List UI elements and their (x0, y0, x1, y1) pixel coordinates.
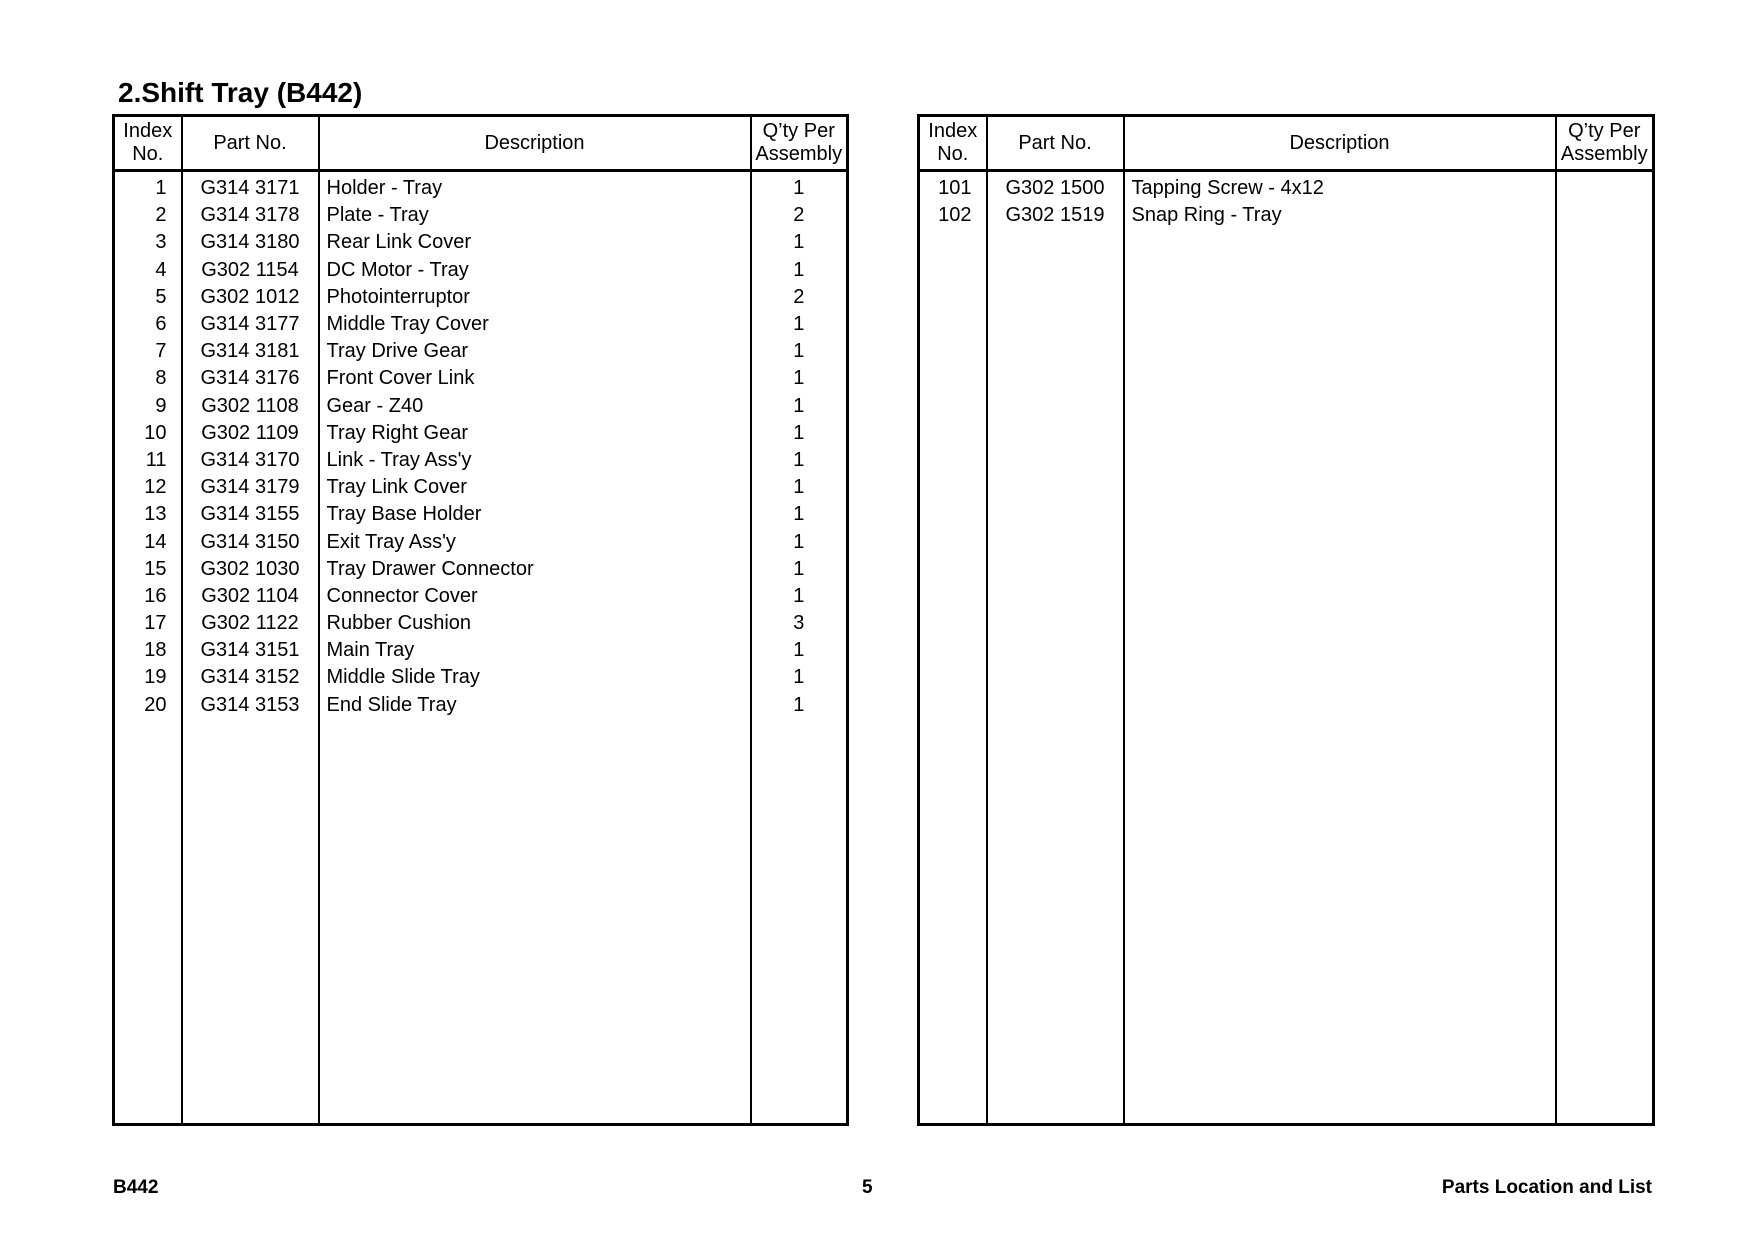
qty-header-line2: Assembly (1560, 143, 1648, 165)
cell-index: 102 (919, 202, 987, 229)
table-row (114, 556, 848, 583)
cell-index: 9 (114, 393, 182, 420)
index-header-line1: Index (928, 120, 978, 142)
empty-cell (1556, 229, 1654, 1124)
cell-index: 20 (114, 692, 182, 719)
table-row (114, 257, 848, 284)
table-row (114, 311, 848, 338)
cell-description: DC Motor - Tray (319, 257, 751, 284)
table-row (114, 610, 848, 637)
cell-part-no: G314 3180 (182, 229, 319, 256)
cell-description: Front Cover Link (319, 365, 751, 392)
cell-qty: 1 (793, 340, 805, 363)
cell-qty: 1 (793, 693, 805, 716)
cell-description: Tray Drawer Connector (319, 556, 751, 583)
empty-cell (182, 719, 319, 1125)
table-row (114, 420, 848, 447)
cell-qty: 1 (793, 666, 805, 689)
cell-index: 101 (919, 171, 987, 203)
cell-qty: 3 (793, 612, 805, 635)
cell-part-no: G314 3181 (182, 338, 319, 365)
cell-description: Plate - Tray (319, 202, 751, 229)
cell-index: 1 (114, 171, 182, 203)
parts-table-right-body (919, 171, 1654, 1125)
qty-header-line1: Q’ty Per (1568, 120, 1641, 142)
cell-description: Main Tray (319, 637, 751, 664)
cell-index: 16 (114, 583, 182, 610)
cell-index: 7 (114, 338, 182, 365)
cell-part-no: G314 3179 (182, 474, 319, 501)
cell-qty: 1 (793, 394, 805, 417)
qty-header-line2: Assembly (755, 143, 843, 165)
index-header-line2: No. (132, 143, 164, 165)
table-row (114, 447, 848, 474)
cell-index: 5 (114, 284, 182, 311)
table-row (114, 284, 848, 311)
table-row (114, 202, 848, 229)
cell-part-no: G314 3177 (182, 311, 319, 338)
footer-model: B442 (113, 1177, 159, 1198)
page-number: 5 (862, 1177, 873, 1198)
cell-qty: 1 (793, 231, 805, 254)
cell-qty: 1 (793, 421, 805, 444)
cell-index: 10 (114, 420, 182, 447)
cell-description: Tapping Screw - 4x12 (1124, 171, 1556, 203)
cell-part-no: G314 3155 (182, 501, 319, 528)
cell-qty: 1 (793, 530, 805, 553)
cell-index: 4 (114, 257, 182, 284)
table-row (114, 528, 848, 555)
table-row (114, 637, 848, 664)
cell-description: Connector Cover (319, 583, 751, 610)
cell-description: Tray Base Holder (319, 501, 751, 528)
table-row (114, 365, 848, 392)
cell-description: Holder - Tray (319, 171, 751, 203)
table-row (114, 171, 848, 203)
cell-index: 13 (114, 501, 182, 528)
table-header-row (114, 116, 848, 171)
cell-index: 17 (114, 610, 182, 637)
cell-part-no: G302 1030 (182, 556, 319, 583)
table-row (919, 202, 1654, 229)
cell-description: Middle Tray Cover (319, 311, 751, 338)
description-column-header: Description (1124, 116, 1556, 171)
cell-description: Rear Link Cover (319, 229, 751, 256)
cell-part-no: G302 1519 (987, 202, 1124, 229)
cell-qty: 1 (793, 258, 805, 281)
table-row (114, 692, 848, 719)
table-row (114, 664, 848, 691)
cell-part-no: G302 1108 (182, 393, 319, 420)
cell-qty (1556, 171, 1654, 203)
cell-index: 8 (114, 365, 182, 392)
cell-qty: 2 (793, 204, 805, 227)
cell-qty (1556, 202, 1654, 229)
index-column-header (114, 116, 182, 171)
cell-qty: 1 (793, 313, 805, 336)
cell-description: Tray Drive Gear (319, 338, 751, 365)
table-row (114, 393, 848, 420)
cell-part-no: G314 3178 (182, 202, 319, 229)
cell-index: 3 (114, 229, 182, 256)
cell-part-no: G314 3151 (182, 637, 319, 664)
table-row (114, 501, 848, 528)
cell-part-no: G314 3170 (182, 447, 319, 474)
cell-part-no: G302 1109 (182, 420, 319, 447)
cell-qty: 1 (793, 639, 805, 662)
cell-index: 19 (114, 664, 182, 691)
cell-part-no: G314 3153 (182, 692, 319, 719)
parts-table-left (112, 114, 849, 1126)
empty-cell (1124, 229, 1556, 1124)
cell-part-no: G302 1104 (182, 583, 319, 610)
table-row (919, 171, 1654, 203)
index-header-line1: Index (123, 120, 173, 142)
cell-description: Photointerruptor (319, 284, 751, 311)
part-no-column-header: Part No. (182, 116, 319, 171)
cell-part-no: G302 1500 (987, 171, 1124, 203)
cell-description: Tray Link Cover (319, 474, 751, 501)
cell-index: 2 (114, 202, 182, 229)
cell-part-no: G314 3176 (182, 365, 319, 392)
cell-description: Middle Slide Tray (319, 664, 751, 691)
parts-table-right (917, 114, 1655, 1126)
empty-cell (319, 719, 751, 1125)
table-row (114, 338, 848, 365)
cell-part-no: G302 1154 (182, 257, 319, 284)
cell-description: Gear - Z40 (319, 393, 751, 420)
cell-description: Snap Ring - Tray (1124, 202, 1556, 229)
cell-description: Rubber Cushion (319, 610, 751, 637)
page-title: 2.Shift Tray (B442) (118, 77, 363, 108)
empty-cell (919, 229, 987, 1124)
table-header-row (919, 116, 1654, 171)
cell-part-no: G314 3171 (182, 171, 319, 203)
cell-index: 14 (114, 528, 182, 555)
cell-index: 11 (114, 447, 182, 474)
cell-part-no: G302 1012 (182, 284, 319, 311)
cell-description: End Slide Tray (319, 692, 751, 719)
cell-qty: 1 (793, 584, 805, 607)
footer-section-title: Parts Location and List (1441, 1177, 1652, 1198)
empty-cell (751, 719, 848, 1125)
index-column-header (919, 116, 987, 171)
cell-description: Link - Tray Ass'y (319, 447, 751, 474)
cell-index: 15 (114, 556, 182, 583)
table-row (114, 229, 848, 256)
qty-column-header (751, 116, 848, 171)
cell-index: 6 (114, 311, 182, 338)
cell-qty: 1 (793, 557, 805, 580)
cell-qty: 2 (793, 285, 805, 308)
table-row (114, 583, 848, 610)
cell-index: 18 (114, 637, 182, 664)
cell-qty: 1 (793, 476, 805, 499)
cell-part-no: G314 3150 (182, 528, 319, 555)
cell-qty: 1 (793, 448, 805, 471)
cell-qty: 1 (793, 177, 805, 200)
empty-cell (987, 229, 1124, 1124)
description-column-header: Description (319, 116, 751, 171)
cell-index: 12 (114, 474, 182, 501)
table-row (114, 474, 848, 501)
cell-part-no: G314 3152 (182, 664, 319, 691)
cell-description: Exit Tray Ass'y (319, 528, 751, 555)
parts-table-left-body (114, 171, 848, 1125)
cell-description: Tray Right Gear (319, 420, 751, 447)
cell-part-no: G302 1122 (182, 610, 319, 637)
table-filler-row (919, 229, 1654, 1124)
index-header-line2: No. (937, 143, 969, 165)
part-no-column-header: Part No. (987, 116, 1124, 171)
cell-qty: 1 (793, 367, 805, 390)
qty-column-header (1556, 116, 1654, 171)
cell-qty: 1 (793, 503, 805, 526)
qty-header-line1: Q’ty Per (762, 120, 835, 142)
table-filler-row (114, 719, 848, 1125)
empty-cell (114, 719, 182, 1125)
